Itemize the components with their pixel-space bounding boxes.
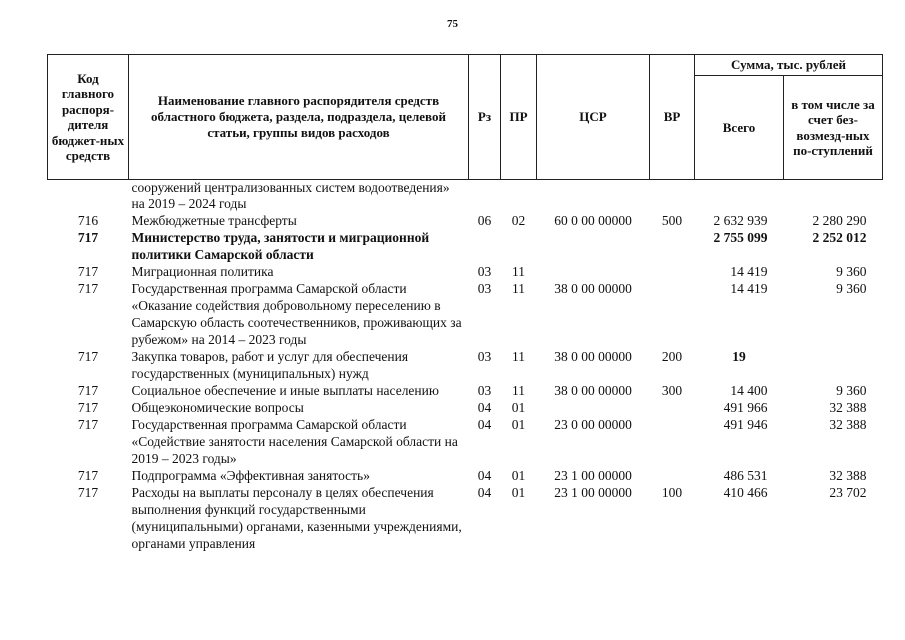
cell-code: 717 bbox=[77, 383, 99, 398]
cell-pr: 01 bbox=[511, 400, 526, 415]
cell-total: 14 400 bbox=[730, 383, 768, 398]
cell-rz: 03 bbox=[477, 281, 492, 296]
cell-name: Подпрограмма «Эффективная занятость» bbox=[131, 468, 370, 483]
header-csr: ЦСР bbox=[537, 55, 650, 180]
cell-rz: 04 bbox=[477, 400, 492, 415]
cell-vr bbox=[650, 280, 695, 348]
cell-csr: 38 0 00 00000 bbox=[554, 383, 632, 398]
cell-pr: 02 bbox=[511, 213, 526, 228]
cell-total: 2 755 099 bbox=[713, 230, 768, 245]
cell-code: 717 bbox=[77, 485, 99, 500]
header-code: Код главного распоря-дителя бюджет-ных средств bbox=[48, 55, 129, 180]
cell-total: 491 946 bbox=[723, 417, 768, 432]
cell-code: 717 bbox=[77, 230, 99, 245]
cell-code: 717 bbox=[77, 264, 99, 279]
table-row bbox=[48, 348, 883, 382]
cell-csr: 23 0 00 00000 bbox=[554, 417, 632, 432]
header-name: Наименование главного распорядителя средств областного бюджета, раздела, подраздела, целевой статьи, группы видов расходов bbox=[129, 55, 469, 180]
cell-name: Межбюджетные трансферты bbox=[131, 213, 297, 228]
cell-code: 717 bbox=[77, 417, 99, 432]
cell-name: Закупка товаров, работ и услуг для обеспечения государственных (муниципальных) нужд bbox=[131, 349, 409, 381]
cell-vr: 500 bbox=[661, 213, 683, 228]
cell-total bbox=[695, 180, 784, 213]
cell-pr: 01 bbox=[511, 468, 526, 483]
cell-name: сооружений централизованных систем водоотведения» на 2019 – 2024 годы bbox=[131, 180, 450, 211]
cell-vr bbox=[650, 180, 695, 213]
table-row bbox=[48, 416, 883, 467]
header-pr: ПР bbox=[501, 55, 537, 180]
cell-total: 19 bbox=[732, 349, 746, 364]
cell-pr: 11 bbox=[512, 281, 525, 296]
cell-vr bbox=[650, 416, 695, 467]
table-row bbox=[48, 399, 883, 416]
cell-name: Расходы на выплаты персоналу в целях обеспечения выполнения функций государственными (муниципальными) органами, казенными учреждениями, органами управления bbox=[131, 485, 462, 551]
cell-name: Общеэкономические вопросы bbox=[131, 400, 304, 415]
cell-code: 717 bbox=[77, 400, 99, 415]
cell-vr bbox=[650, 263, 695, 280]
cell-total: 2 632 939 bbox=[713, 213, 768, 228]
cell-vr: 300 bbox=[661, 383, 683, 398]
cell-pr: 11 bbox=[512, 264, 525, 279]
header-total: Всего bbox=[695, 76, 784, 180]
cell-csr: 60 0 00 00000 bbox=[554, 213, 632, 228]
cell-rz: 03 bbox=[477, 349, 492, 364]
cell-code bbox=[48, 180, 129, 213]
page-number: 75 bbox=[447, 18, 458, 30]
cell-csr: 23 1 00 00000 bbox=[554, 485, 632, 500]
cell-code: 717 bbox=[77, 468, 99, 483]
cell-free: 9 360 bbox=[836, 383, 867, 398]
cell-free: 9 360 bbox=[836, 281, 867, 296]
header-sum: Сумма, тыс. рублей bbox=[695, 55, 883, 76]
budget-table bbox=[47, 54, 883, 552]
cell-code: 716 bbox=[77, 213, 99, 228]
cell-vr bbox=[650, 229, 695, 263]
cell-total: 410 466 bbox=[723, 485, 768, 500]
header-rz: Рз bbox=[469, 55, 501, 180]
cell-vr: 100 bbox=[661, 485, 683, 500]
cell-total: 14 419 bbox=[730, 281, 768, 296]
cell-free: 2 252 012 bbox=[812, 230, 867, 245]
cell-vr bbox=[650, 399, 695, 416]
cell-rz: 04 bbox=[477, 468, 492, 483]
table-row bbox=[48, 263, 883, 280]
cell-free: 23 702 bbox=[829, 485, 867, 500]
cell-free: 32 388 bbox=[829, 417, 867, 432]
table-row bbox=[48, 484, 883, 552]
header-free: в том числе за счет без-возмезд-ных по-ступлений bbox=[784, 76, 883, 180]
cell-rz: 03 bbox=[477, 383, 492, 398]
cell-total: 486 531 bbox=[723, 468, 768, 483]
table-row-ministry bbox=[48, 229, 883, 263]
cell-rz bbox=[469, 180, 501, 213]
cell-pr bbox=[501, 229, 537, 263]
cell-csr: 38 0 00 00000 bbox=[554, 349, 632, 364]
cell-vr bbox=[650, 467, 695, 484]
cell-name: Министерство труда, занятости и миграционной политики Самарской области bbox=[131, 230, 430, 262]
cell-pr: 01 bbox=[511, 417, 526, 432]
cell-csr: 23 1 00 00000 bbox=[554, 468, 632, 483]
header-vr: ВР bbox=[650, 55, 695, 180]
table-row bbox=[48, 382, 883, 399]
cell-csr bbox=[537, 399, 650, 416]
table-row bbox=[48, 280, 883, 348]
cell-name: Социальное обеспечение и иные выплаты населению bbox=[131, 383, 439, 398]
cell-code: 717 bbox=[77, 349, 99, 364]
cell-free bbox=[784, 348, 883, 382]
cell-pr: 01 bbox=[511, 485, 526, 500]
table-row bbox=[48, 180, 883, 213]
cell-free: 32 388 bbox=[829, 400, 867, 415]
cell-rz: 04 bbox=[477, 485, 492, 500]
cell-csr bbox=[537, 229, 650, 263]
cell-csr: 38 0 00 00000 bbox=[554, 281, 632, 296]
cell-rz: 03 bbox=[477, 264, 492, 279]
cell-free bbox=[784, 180, 883, 213]
cell-free: 32 388 bbox=[829, 468, 867, 483]
cell-csr bbox=[537, 263, 650, 280]
cell-pr: 11 bbox=[512, 349, 525, 364]
cell-rz: 06 bbox=[477, 213, 492, 228]
cell-pr bbox=[501, 180, 537, 213]
cell-vr: 200 bbox=[661, 349, 683, 364]
cell-total: 14 419 bbox=[730, 264, 768, 279]
cell-name: Государственная программа Самарской области «Оказание содействия добровольному переселению в Самарскую область соотечественников, проживающих за рубежом» на 2014 – 2023 годы bbox=[131, 281, 462, 347]
cell-free: 2 280 290 bbox=[812, 213, 867, 228]
cell-rz: 04 bbox=[477, 417, 492, 432]
table-row bbox=[48, 212, 883, 229]
cell-total: 491 966 bbox=[723, 400, 768, 415]
cell-pr: 11 bbox=[512, 383, 525, 398]
table-row bbox=[48, 467, 883, 484]
cell-code: 717 bbox=[77, 281, 99, 296]
cell-name: Государственная программа Самарской области «Содействие занятости населения Самарской области на 2019 – 2023 годы» bbox=[131, 417, 458, 466]
cell-free: 9 360 bbox=[836, 264, 867, 279]
cell-csr bbox=[537, 180, 650, 213]
cell-name: Миграционная политика bbox=[131, 264, 274, 279]
cell-rz bbox=[469, 229, 501, 263]
